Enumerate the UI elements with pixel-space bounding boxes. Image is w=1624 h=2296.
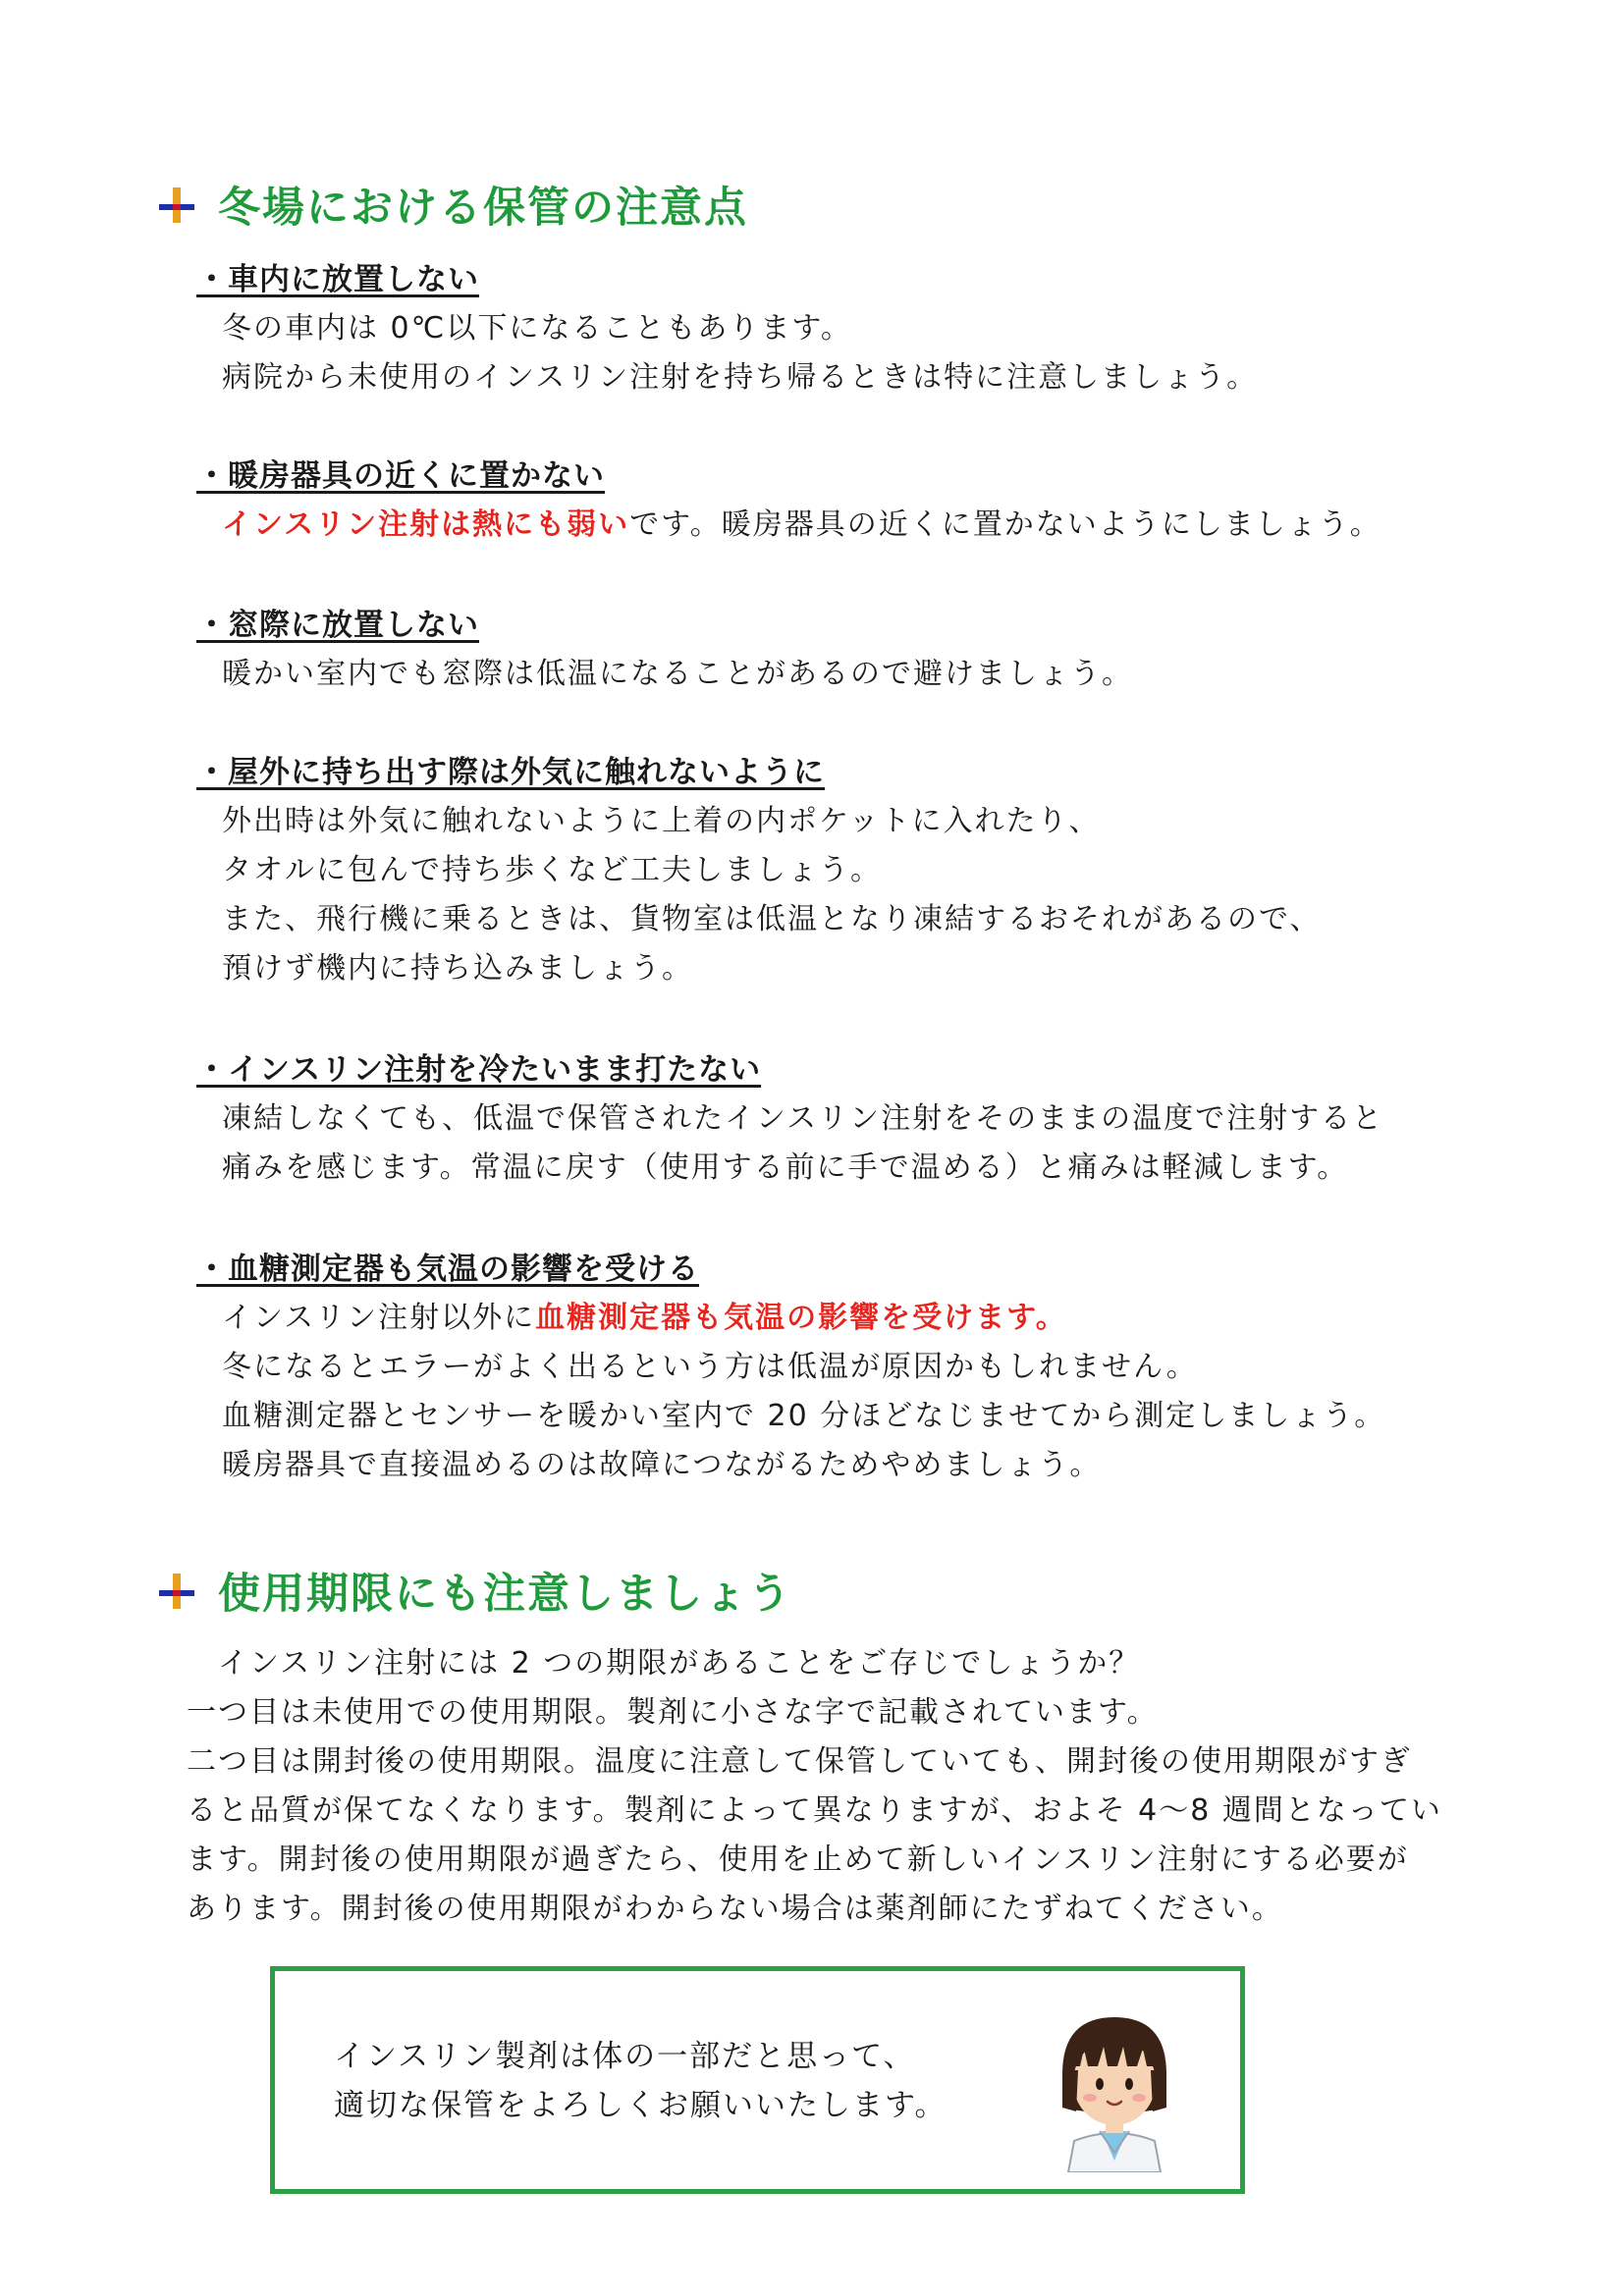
- tip-text: です。暖房器具の近くに置かないようにしましょう。: [629, 507, 1381, 542]
- heading-text: 使用期限にも注意しましょう: [218, 1570, 792, 1619]
- tip-line: タオルに包んで持ち歩くなど工夫しましょう。: [222, 853, 882, 887]
- tip-no-window: [196, 601, 1502, 699]
- warning-highlight: 血糖測定器も気温の影響を受けます。: [535, 1301, 1067, 1335]
- note-line: 適切な保管をよろしくお願いいたします。: [334, 2088, 947, 2123]
- tip-line: 外出時は外気に触れないように上着の内ポケットに入れたり、: [222, 804, 1101, 838]
- heading-text: 冬場における保管の注意点: [218, 184, 748, 233]
- tip-title: ・車内に放置しない: [196, 262, 479, 297]
- section-heading-winter-storage: [157, 175, 748, 235]
- tip-line: 暖かい室内でも窓際は低温になることがあるので避けましょう。: [222, 657, 1133, 691]
- tip-line: 病院から未使用のインスリン注射を持ち帰るときは特に注意しましょう。: [222, 360, 1259, 395]
- tip-text: インスリン注射以外に: [222, 1301, 536, 1335]
- note-text: [334, 2032, 947, 2130]
- tip-line: 凍結しなくても、低温で保管されたインスリン注射をそのままの温度で注射すると: [222, 1101, 1384, 1136]
- tip-line: 暖房器具で直接温めるのは故障につながるためやめましょう。: [222, 1448, 1102, 1482]
- tip-line: [196, 501, 1502, 550]
- tip-title: ・暖房器具の近くに置かない: [196, 458, 605, 494]
- tip-title: ・血糖測定器も気温の影響を受ける: [196, 1252, 699, 1287]
- tip-no-car: [196, 255, 1502, 402]
- tip-not-cold: [196, 1045, 1502, 1193]
- tip-outdoors: [196, 748, 1502, 993]
- section-heading-expiry: [157, 1561, 792, 1621]
- paragraph-line: 二つ目は開封後の使用期限。温度に注意して保管していても、開封後の使用期限がすぎ: [187, 1744, 1412, 1779]
- tip-line: 預けず機内に持ち込みましょう。: [222, 951, 693, 986]
- tip-line: [196, 1294, 1502, 1343]
- tip-line: 血糖測定器とセンサーを暖かい室内で 20 分ほどなじませてから測定しましょう。: [222, 1399, 1386, 1433]
- paragraph-line: 一つ目は未使用での使用期限。製剤に小さな字で記載されています。: [187, 1695, 1159, 1730]
- paragraph-line: あります。開封後の使用期限がわからない場合は薬剤師にたずねてください。: [187, 1892, 1283, 1926]
- paragraph-line: インスリン注射には 2 つの期限があることをご存じでしょうか？: [187, 1646, 1141, 1681]
- tip-glucose-meter: [196, 1245, 1502, 1490]
- tip-no-heater: [196, 452, 1502, 550]
- tip-title: ・窓際に放置しない: [196, 608, 479, 643]
- paragraph-line: ます。開封後の使用期限が過ぎたら、使用を止めて新しいインスリン注射にする必要が: [187, 1842, 1409, 1877]
- tip-line: 冬になるとエラーがよく出るという方は低温が原因かもしれません。: [222, 1350, 1198, 1384]
- tip-title: ・インスリン注射を冷たいまま打たない: [196, 1052, 762, 1088]
- cross-bullet-icon: [157, 1572, 196, 1611]
- tip-title: ・屋外に持ち出す際は外気に触れないように: [196, 755, 825, 790]
- closing-note-box: [270, 1966, 1245, 2194]
- expiry-paragraph: [187, 1639, 1483, 1934]
- tip-line: 冬の車内は 0℃以下になることもあります。: [222, 311, 852, 346]
- tip-line: 痛みを感じます。常温に戻す（使用する前に手で温める）と痛みは軽減します。: [222, 1150, 1349, 1185]
- cross-bullet-icon: [157, 186, 196, 225]
- tip-line: また、飛行機に乗るときは、貨物室は低温となり凍結するおそれがあるので、: [222, 902, 1322, 936]
- warning-highlight: インスリン注射は熱にも弱い: [222, 507, 630, 542]
- paragraph-line: ると品質が保てなくなります。製剤によって異なりますが、およそ 4～8 週間となってい: [187, 1793, 1442, 1828]
- note-line: インスリン製剤は体の一部だと思って、: [334, 2039, 916, 2074]
- pharmacist-illustration: [1041, 2005, 1188, 2172]
